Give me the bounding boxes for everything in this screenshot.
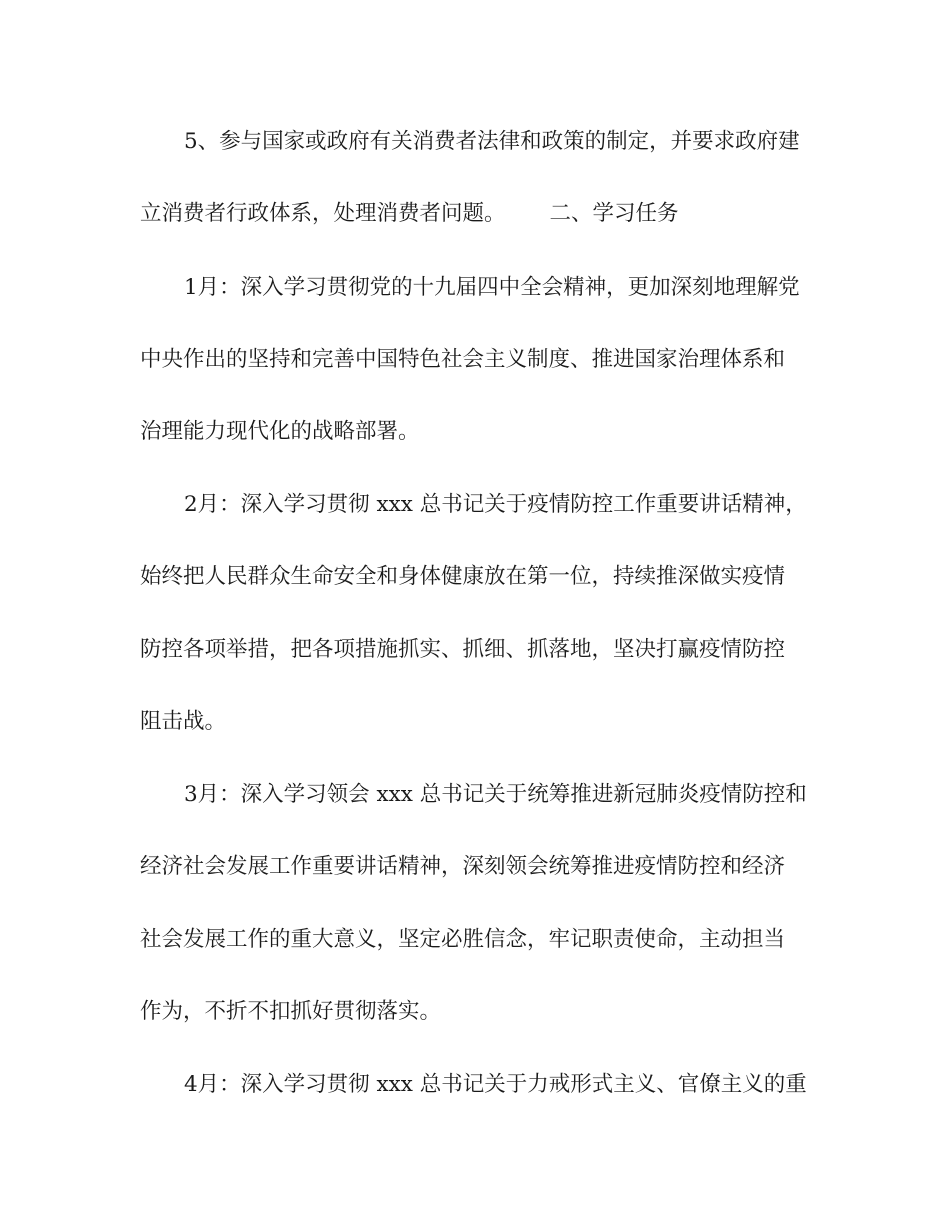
march-line-4: 作为，不折不扣抓好贯彻落实。 (140, 999, 442, 1024)
february-line-3: 防控各项举措，把各项措施抓实、抓细、抓落地，坚决打赢疫情防控 (140, 637, 786, 662)
paragraph-5-line-1: 5、参与国家或政府有关消费者法律和政策的制定，并要求政府建 (184, 129, 800, 154)
january-line-1: 1月：深入学习贯彻党的十九届四中全会精神，更加深刻地理解党 (184, 275, 800, 300)
january-line-2: 中央作出的坚持和完善中国特色社会主义制度、推进国家治理体系和 (140, 347, 786, 372)
april-line-1: 4月：深入学习贯彻 xxx 总书记关于力戒形式主义、官僚主义的重 (184, 1072, 807, 1097)
paragraph-5-line-2 (140, 194, 679, 234)
march-line-2: 经济社会发展工作重要讲话精神，深刻领会统筹推进疫情防控和经济 (140, 854, 786, 879)
paragraph-5-text: 立消费者行政体系，处理消费者问题。 (140, 201, 506, 226)
february-line-4: 阻击战。 (140, 709, 227, 734)
february-line-1: 2月：深入学习贯彻 xxx 总书记关于疫情防控工作重要讲话精神， (184, 492, 807, 517)
february-line-2: 始终把人民群众生命安全和身体健康放在第一位，持续推深做实疫情 (140, 564, 786, 589)
march-line-1: 3月：深入学习领会 xxx 总书记关于统筹推进新冠肺炎疫情防控和 (184, 782, 807, 807)
section-heading-study-tasks: 二、学习任务 (549, 201, 679, 226)
january-line-3: 治理能力现代化的战略部署。 (140, 419, 420, 444)
march-line-3: 社会发展工作的重大意义，坚定必胜信念，牢记职责使命，主动担当 (140, 927, 786, 952)
